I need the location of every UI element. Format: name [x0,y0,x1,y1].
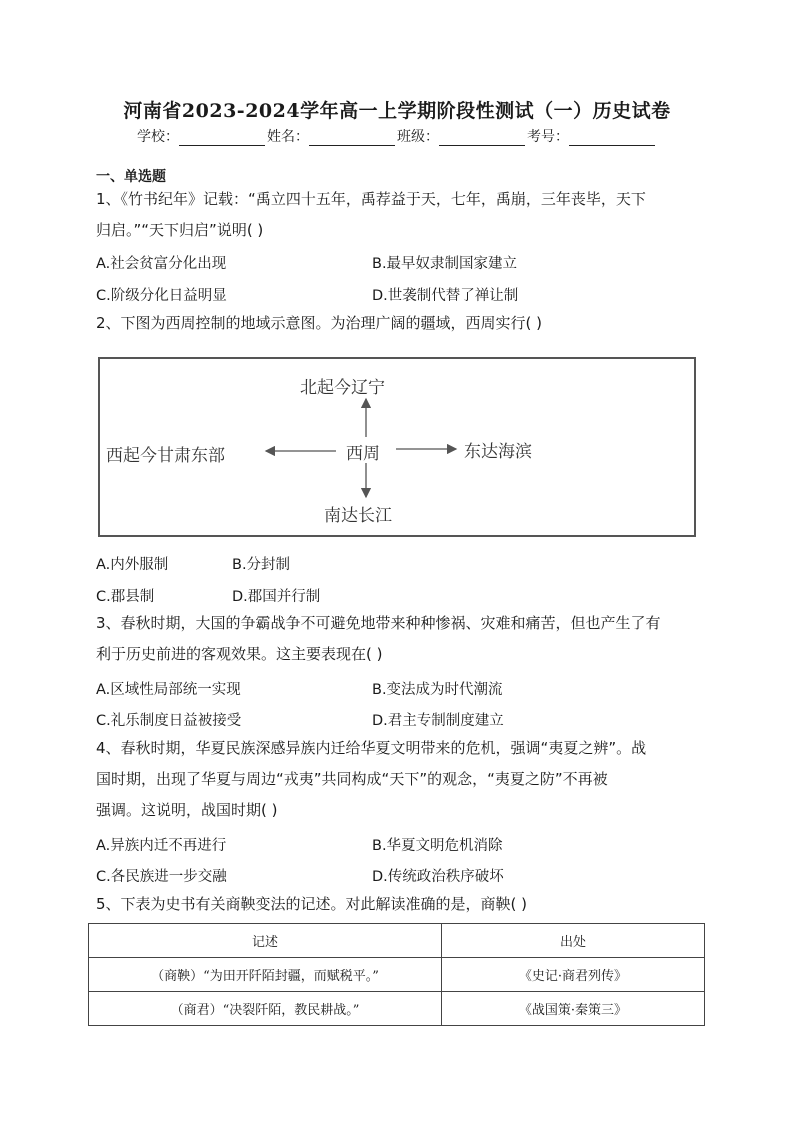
question-1-line-1: 1、《竹书纪年》记载：“禹立四十五年，禹荐益于天，七年，禹崩，三年丧毕，天下 [96,190,646,208]
table-header-row [89,924,705,958]
q1-option-d[interactable]: D.世袭制代替了禅让制 [372,288,519,304]
q2-option-c[interactable]: C.郡县制 [96,589,155,605]
question-5-line-1: 5、下表为史书有关商鞅变法的记述。对此解读准确的是，商鞅( ) [96,895,528,913]
q4-option-a[interactable]: A.异族内迁不再进行 [96,838,227,854]
western-zhou-territory-map [98,357,696,537]
map-label-north: 北起今辽宁 [300,378,385,398]
question-3-line-1: 3、春秋时期，大国的争霸战争不可避免地带来种种惨祸、灾难和痛苦，但也产生了有 [96,614,661,632]
question-3-line-2: 利于历史前进的客观效果。这主要表现在( ) [96,645,383,663]
question-4-line-1: 4、春秋时期，华夏民族深感异族内迁给华夏文明带来的危机，强调“夷夏之辨”。战 [96,739,647,757]
page-title: 河南省2023-2024学年高一上学期阶段性测试（一）历史试卷 [123,100,671,122]
question-2-line-1: 2、下图为西周控制的地域示意图。为治理广阔的疆域，西周实行( ) [96,314,543,332]
q4-option-c[interactable]: C.各民族进一步交融 [96,869,227,885]
question-3 [96,608,708,670]
name-label: 姓名： [267,129,309,145]
q1-option-a[interactable]: A.社会贫富分化出现 [96,256,227,272]
number-label: 考号： [527,129,569,145]
q2-option-a[interactable]: A.内外服制 [96,557,169,573]
q2-option-d[interactable]: D.郡国并行制 [232,589,321,605]
table-cell-record: （商鞅）“为田开阡陌封疆，而赋税平。” [89,958,442,992]
question-2 [96,308,708,339]
table-row [89,958,705,992]
table-cell-source: 《战国策·秦策三》 [442,992,705,1026]
q2-option-b[interactable]: B.分封制 [232,557,291,573]
table-header-record: 记述 [89,924,442,958]
school-label: 学校： [137,129,179,145]
class-blank[interactable] [439,131,525,146]
table-header-source: 出处 [442,924,705,958]
q4-option-d[interactable]: D.传统政治秩序破坏 [372,869,504,885]
map-label-center: 西周 [346,444,380,464]
class-label: 班级： [397,129,439,145]
question-5 [96,889,708,920]
q3-option-c[interactable]: C.礼乐制度日益被接受 [96,713,242,729]
q3-option-b[interactable]: B.变法成为时代潮流 [372,682,503,698]
q1-option-c[interactable]: C.阶级分化日益明显 [96,288,227,304]
question-4-line-2: 国时期，出现了华夏与周边“戎夷”共同构成“天下”的观念，“夷夏之防”不再被 [96,770,608,788]
school-blank[interactable] [179,131,265,146]
table-row [89,992,705,1026]
table-cell-source: 《史记·商君列传》 [442,958,705,992]
map-label-south: 南达长江 [324,506,392,526]
name-blank[interactable] [309,131,395,146]
question-4-line-3: 强调。这说明，战国时期( ) [96,801,278,819]
student-info-line [0,126,794,146]
question-4 [96,733,708,826]
section-heading: 一、单选题 [96,169,166,185]
table-cell-record: （商君）“决裂阡陌，教民耕战。” [89,992,442,1026]
map-label-east: 东达海滨 [464,442,532,462]
question-1 [96,184,708,246]
q4-option-b[interactable]: B.华夏文明危机消除 [372,838,503,854]
q1-option-b[interactable]: B.最早奴隶制国家建立 [372,256,518,272]
q3-option-d[interactable]: D.君主专制制度建立 [372,713,504,729]
number-blank[interactable] [569,131,655,146]
shang-yang-reform-table [88,923,705,1026]
q3-option-a[interactable]: A.区域性局部统一实现 [96,682,241,698]
question-1-line-2: 归启。”“天下归启”说明( ) [96,221,264,239]
map-label-west: 西起今甘肃东部 [106,446,225,466]
